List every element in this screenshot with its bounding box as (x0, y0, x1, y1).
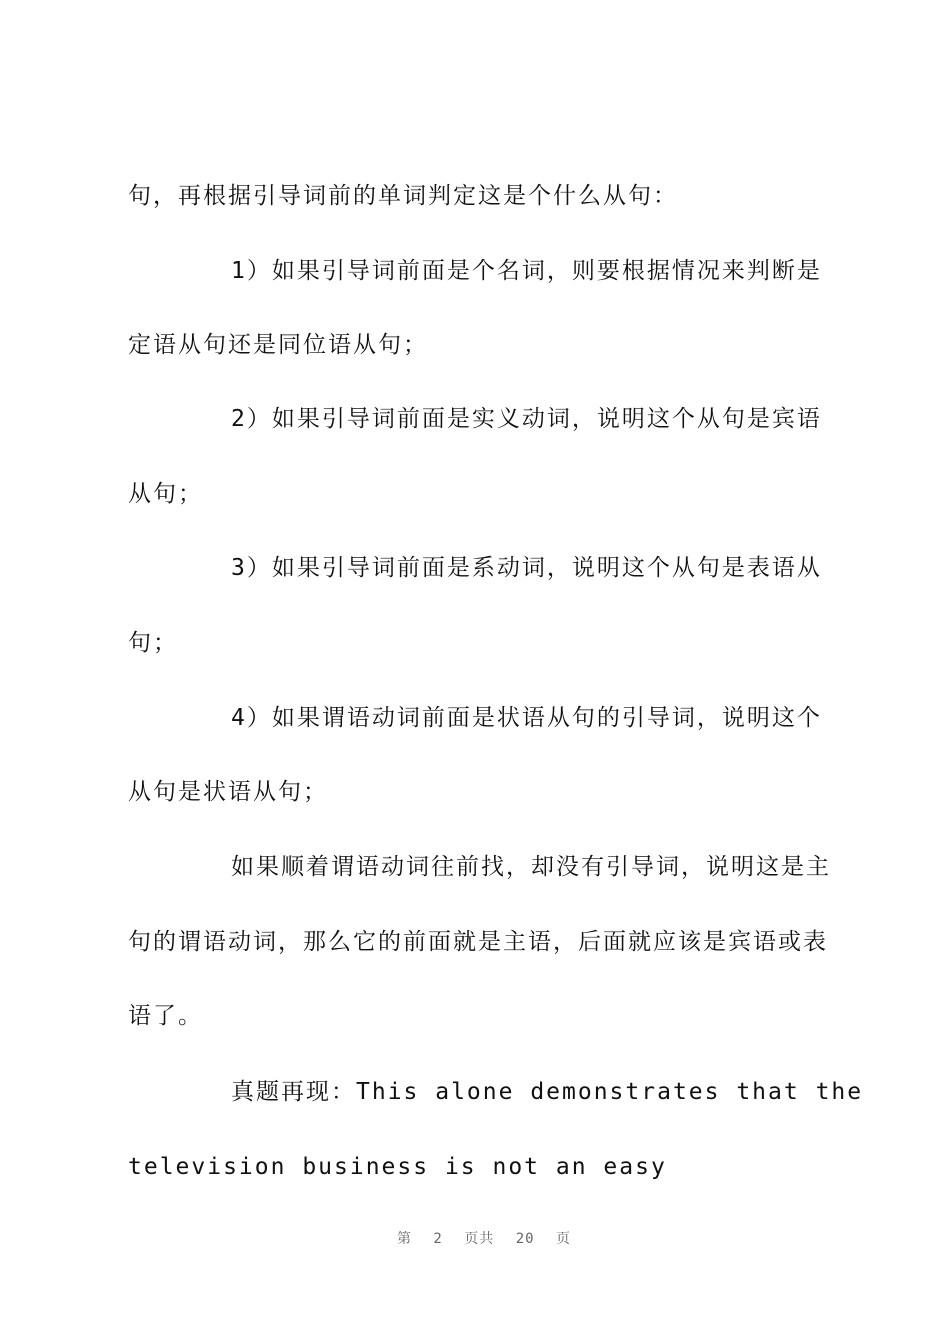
text-line: 2）如果引导词前面是实义动词，说明这个从句是宾语 (231, 406, 822, 432)
text-line: 句； (128, 630, 178, 656)
text-line: 如果顺着谓语动词往前找，却没有引导词，说明这是主 (231, 854, 831, 880)
text-line: 句的谓语动词，那么它的前面就是主语，后面就应该是宾语或表 (128, 929, 828, 955)
text-line: 从句是状语从句； (128, 779, 328, 805)
text-line: 从句； (128, 481, 203, 507)
text-line: 1）如果引导词前面是个名词，则要根据情况来判断是 (231, 258, 822, 284)
text-line: television business is not an easy (128, 1154, 667, 1180)
text-line: 定语从句还是同位语从句； (128, 332, 428, 358)
footer-label-page: 第 (396, 1231, 412, 1247)
text-line: 语了。 (128, 1003, 203, 1029)
footer-label-of: 页共 (464, 1231, 495, 1247)
footer-label-pages: 页 (556, 1231, 572, 1247)
footer-total-pages: 20 (515, 1231, 535, 1247)
text-line: 3）如果引导词前面是系动词，说明这个从句是表语从 (231, 555, 822, 581)
footer-page-number: 2 (433, 1231, 443, 1247)
text-line: 真题再现：This alone demonstrates that the (231, 1079, 864, 1105)
page-footer (0, 1228, 950, 1248)
text-line: 4）如果谓语动词前面是状语从句的引导词，说明这个 (231, 705, 822, 731)
text-line: 句，再根据引导词前的单词判定这是个什么从句： (128, 183, 678, 209)
